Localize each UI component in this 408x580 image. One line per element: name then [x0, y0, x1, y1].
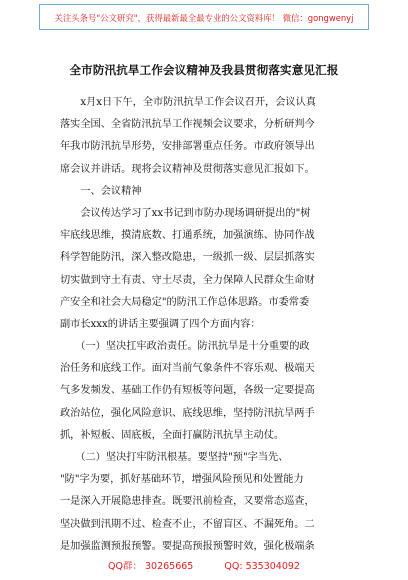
body-line: 副市长xxx的讲话主要强调了四个方面内容： — [60, 318, 261, 330]
body-line: 抓，补短板、固底板，全面打赢防汛抗旱主动仗。 — [60, 429, 285, 441]
body-line: 席会议并讲话。现将会议精神及贯彻落实意见汇报如下。 — [60, 163, 315, 175]
document-title: 全市防汛抗旱工作会议精神及我县贯彻落实意见汇报 — [69, 63, 339, 77]
section-heading: 一、会议精神 — [60, 185, 142, 197]
body-line: 科学智能防汛，深入整改隐患，一级抓一级、层层抓落实 — [60, 252, 315, 264]
body-line: （一）坚决扛牢政治责任。防汛抗旱是十分重要的政 — [60, 341, 310, 353]
body-line: 坚决做到汛期不过、检查不止，不留盲区、不漏死角。二 — [60, 518, 315, 530]
header-banner: 关注头条号"公文研究"，获得最新最全最专业的公文资料库！ 微信：gongwenyj — [39, 4, 369, 30]
footer-qq: QQ: 535304092 — [224, 561, 300, 572]
body-line: 年我市防汛抗旱形势，安排部署重点任务。市政府领导出 — [60, 141, 315, 153]
body-line: 是加强监测预报预警。要提高预报预警时效，强化极端条 — [60, 540, 315, 552]
body-line: x月x日下午，全市防汛抗旱工作会议召开，会议认真 — [60, 97, 316, 108]
body-line: 会议传达学习了xx书记到市防办现场调研提出的"树 — [60, 207, 311, 219]
body-line: 政治站位，强化风险意识、底线思维，坚持防汛抗旱两手 — [60, 407, 315, 419]
footer-contact — [0, 558, 408, 572]
document-body — [60, 92, 360, 558]
body-line: 产安全和社会大局稳定"的防汛工作总体思路。市委常委 — [60, 296, 310, 308]
body-line: 牢底线思维，摸清底数、打通系统，加强演练、协同作战 — [60, 230, 315, 242]
body-line: 气多发频发、基础工作仍有短板等问题，各级一定要提高 — [60, 385, 315, 397]
body-line: （二）坚决打牢防汛根基。要坚持"预"字当先、 — [60, 452, 289, 463]
body-line: 落实全国、全省防汛抗旱工作视频会议要求，分析研判今 — [60, 119, 315, 131]
body-line: 一是深入开展隐患排查。既要汛前检查，又要常态巡查， — [60, 496, 315, 508]
footer-qq-group: QQ群： 30265665 — [108, 561, 194, 572]
body-line: 切实做到守土有责、守土尽责，全力保障人民群众生命财 — [60, 274, 315, 286]
body-line: 治任务和底线工作。面对当前气象条件不容乐观、极端天 — [60, 363, 315, 375]
body-line: "防"字为要，抓好基础环节，增强风险预见和处置能力 — [60, 474, 304, 486]
